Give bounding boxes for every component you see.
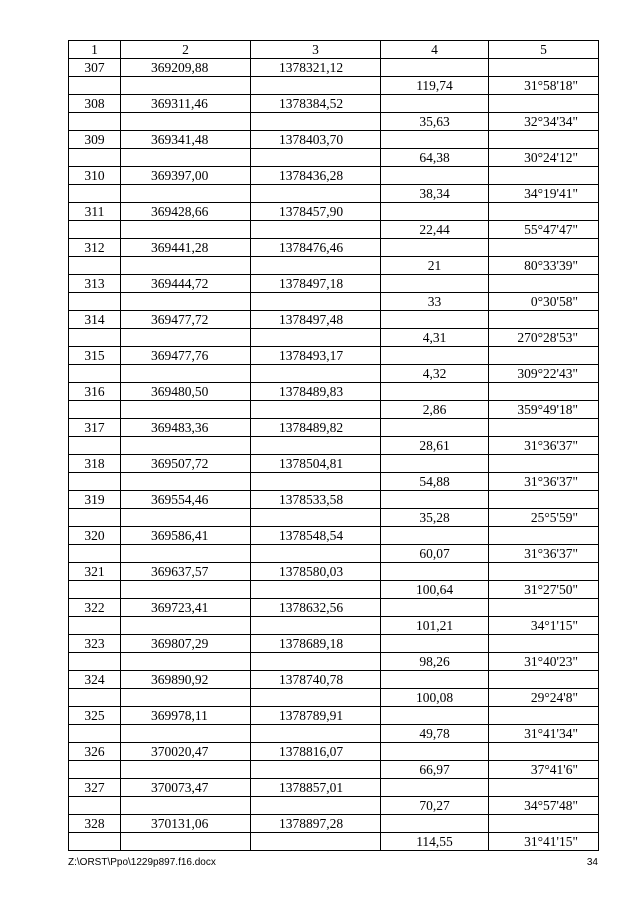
empty-cell [251,545,381,563]
point-row [69,635,599,653]
coord-y: 1378897,28 [251,815,381,833]
empty-cell [69,221,121,239]
empty-cell [381,239,489,257]
point-number: 317 [69,419,121,437]
empty-cell [381,599,489,617]
direction-angle: 34°57'48" [489,797,599,815]
segment-length: 35,28 [381,509,489,527]
empty-cell [251,185,381,203]
empty-cell [251,473,381,491]
point-row [69,599,599,617]
empty-cell [381,203,489,221]
empty-cell [69,653,121,671]
coord-x: 369428,66 [121,203,251,221]
point-number: 307 [69,59,121,77]
direction-angle: 30°24'12" [489,149,599,167]
empty-cell [381,383,489,401]
coord-y: 1378632,56 [251,599,381,617]
empty-cell [381,671,489,689]
coord-y: 1378321,12 [251,59,381,77]
empty-cell [69,437,121,455]
coord-x: 370020,47 [121,743,251,761]
direction-angle: 31°36'37" [489,545,599,563]
coord-y: 1378789,91 [251,707,381,725]
coord-y: 1378489,83 [251,383,381,401]
header-row [69,41,599,59]
segment-row [69,365,599,383]
segment-row [69,473,599,491]
coord-y: 1378816,07 [251,743,381,761]
direction-angle: 34°1'15" [489,617,599,635]
empty-cell [251,761,381,779]
empty-cell [489,599,599,617]
empty-cell [69,293,121,311]
segment-row [69,257,599,275]
point-row [69,527,599,545]
coord-y: 1378533,58 [251,491,381,509]
segment-length: 2,86 [381,401,489,419]
direction-angle: 31°36'37" [489,473,599,491]
empty-cell [251,329,381,347]
segment-length: 119,74 [381,77,489,95]
direction-angle: 309°22'43" [489,365,599,383]
empty-cell [251,257,381,275]
coord-x: 369477,76 [121,347,251,365]
coord-x: 369480,50 [121,383,251,401]
empty-cell [69,725,121,743]
empty-cell [251,437,381,455]
direction-angle: 25°5'59" [489,509,599,527]
coord-x: 369477,72 [121,311,251,329]
coord-x: 369311,46 [121,95,251,113]
coord-x: 370131,06 [121,815,251,833]
empty-cell [489,707,599,725]
point-number: 327 [69,779,121,797]
empty-cell [489,131,599,149]
empty-cell [381,311,489,329]
point-number: 320 [69,527,121,545]
segment-length: 4,31 [381,329,489,347]
coord-x: 369341,48 [121,131,251,149]
segment-row [69,185,599,203]
empty-cell [69,257,121,275]
direction-angle: 31°36'37" [489,437,599,455]
empty-cell [489,203,599,221]
segment-row [69,437,599,455]
empty-cell [121,293,251,311]
direction-angle: 31°41'15" [489,833,599,851]
empty-cell [69,329,121,347]
direction-angle: 359°49'18" [489,401,599,419]
segment-length: 33 [381,293,489,311]
empty-cell [489,383,599,401]
coord-y: 1378457,90 [251,203,381,221]
empty-cell [381,167,489,185]
coord-x: 369586,41 [121,527,251,545]
segment-length: 21 [381,257,489,275]
direction-angle: 31°41'34" [489,725,599,743]
segment-row [69,581,599,599]
empty-cell [251,77,381,95]
coord-y: 1378689,18 [251,635,381,653]
direction-angle: 31°58'18" [489,77,599,95]
segment-row [69,689,599,707]
empty-cell [69,797,121,815]
empty-cell [121,509,251,527]
empty-cell [489,347,599,365]
empty-cell [121,77,251,95]
empty-cell [489,419,599,437]
coord-x: 369978,11 [121,707,251,725]
empty-cell [489,491,599,509]
empty-cell [69,149,121,167]
point-number: 309 [69,131,121,149]
segment-row [69,293,599,311]
point-row [69,563,599,581]
empty-cell [251,617,381,635]
segment-row [69,617,599,635]
empty-cell [489,779,599,797]
empty-cell [489,59,599,77]
empty-cell [69,185,121,203]
empty-cell [251,221,381,239]
empty-cell [121,797,251,815]
point-number: 311 [69,203,121,221]
coordinates-table [68,40,599,851]
empty-cell [489,95,599,113]
empty-cell [69,509,121,527]
point-number: 323 [69,635,121,653]
empty-cell [489,275,599,293]
empty-cell [69,77,121,95]
empty-cell [381,707,489,725]
empty-cell [121,221,251,239]
column-header-2: 2 [121,41,251,59]
empty-cell [381,491,489,509]
segment-length: 114,55 [381,833,489,851]
table-body [69,59,599,851]
direction-angle: 32°34'34" [489,113,599,131]
coord-x: 369890,92 [121,671,251,689]
empty-cell [121,437,251,455]
empty-cell [381,779,489,797]
point-row [69,779,599,797]
column-header-4: 4 [381,41,489,59]
segment-row [69,725,599,743]
empty-cell [381,743,489,761]
coord-y: 1378740,78 [251,671,381,689]
empty-cell [381,59,489,77]
empty-cell [251,293,381,311]
coord-y: 1378548,54 [251,527,381,545]
empty-cell [381,95,489,113]
point-number: 324 [69,671,121,689]
empty-cell [489,671,599,689]
coord-y: 1378580,03 [251,563,381,581]
empty-cell [69,761,121,779]
empty-cell [121,545,251,563]
empty-cell [251,581,381,599]
direction-angle: 270°28'53" [489,329,599,347]
segment-length: 98,26 [381,653,489,671]
footer-file-path: Z:\ORST\Ppo\1229p897.f16.docx [68,857,216,868]
coord-x: 369441,28 [121,239,251,257]
column-header-5: 5 [489,41,599,59]
point-number: 316 [69,383,121,401]
point-row [69,455,599,473]
empty-cell [381,563,489,581]
direction-angle: 31°27'50" [489,581,599,599]
empty-cell [121,833,251,851]
coord-x: 369554,46 [121,491,251,509]
direction-angle: 34°19'41" [489,185,599,203]
empty-cell [251,725,381,743]
empty-cell [251,365,381,383]
empty-cell [251,797,381,815]
segment-row [69,509,599,527]
segment-length: 54,88 [381,473,489,491]
coord-y: 1378493,17 [251,347,381,365]
point-row [69,95,599,113]
empty-cell [489,455,599,473]
empty-cell [489,635,599,653]
empty-cell [121,725,251,743]
point-number: 310 [69,167,121,185]
direction-angle: 80°33'39" [489,257,599,275]
empty-cell [121,761,251,779]
empty-cell [69,113,121,131]
coord-x: 369723,41 [121,599,251,617]
empty-cell [121,617,251,635]
empty-cell [381,635,489,653]
empty-cell [251,689,381,707]
segment-row [69,401,599,419]
empty-cell [251,653,381,671]
segment-length: 28,61 [381,437,489,455]
empty-cell [489,167,599,185]
segment-length: 60,07 [381,545,489,563]
point-number: 313 [69,275,121,293]
point-row [69,59,599,77]
empty-cell [121,185,251,203]
point-number: 318 [69,455,121,473]
empty-cell [489,311,599,329]
point-row [69,671,599,689]
empty-cell [381,815,489,833]
point-row [69,131,599,149]
segment-length: 49,78 [381,725,489,743]
empty-cell [381,419,489,437]
point-row [69,419,599,437]
empty-cell [251,401,381,419]
segment-length: 4,32 [381,365,489,383]
segment-row [69,545,599,563]
empty-cell [381,347,489,365]
empty-cell [251,149,381,167]
coord-x: 369209,88 [121,59,251,77]
segment-length: 38,34 [381,185,489,203]
empty-cell [121,257,251,275]
point-number: 308 [69,95,121,113]
segment-row [69,653,599,671]
point-row [69,743,599,761]
empty-cell [121,689,251,707]
empty-cell [121,473,251,491]
direction-angle: 31°40'23" [489,653,599,671]
segment-length: 101,21 [381,617,489,635]
point-row [69,275,599,293]
empty-cell [69,617,121,635]
coord-x: 369507,72 [121,455,251,473]
empty-cell [121,581,251,599]
point-number: 312 [69,239,121,257]
point-row [69,311,599,329]
empty-cell [69,365,121,383]
coord-y: 1378497,48 [251,311,381,329]
point-number: 315 [69,347,121,365]
point-number: 321 [69,563,121,581]
empty-cell [381,131,489,149]
empty-cell [69,545,121,563]
coord-y: 1378504,81 [251,455,381,473]
segment-length: 100,08 [381,689,489,707]
empty-cell [121,401,251,419]
coord-x: 369483,36 [121,419,251,437]
coord-y: 1378436,28 [251,167,381,185]
point-number: 326 [69,743,121,761]
empty-cell [69,689,121,707]
empty-cell [489,743,599,761]
coord-y: 1378384,52 [251,95,381,113]
direction-angle: 55°47'47" [489,221,599,239]
point-row [69,383,599,401]
segment-row [69,797,599,815]
coord-y: 1378497,18 [251,275,381,293]
empty-cell [121,149,251,167]
coord-x: 369444,72 [121,275,251,293]
empty-cell [251,113,381,131]
empty-cell [121,365,251,383]
point-row [69,815,599,833]
segment-row [69,221,599,239]
point-number: 325 [69,707,121,725]
empty-cell [251,509,381,527]
empty-cell [251,833,381,851]
coord-y: 1378476,46 [251,239,381,257]
empty-cell [489,527,599,545]
empty-cell [69,581,121,599]
point-row [69,491,599,509]
empty-cell [69,473,121,491]
segment-row [69,113,599,131]
empty-cell [381,527,489,545]
point-row [69,203,599,221]
point-row [69,707,599,725]
direction-angle: 29°24'8" [489,689,599,707]
empty-cell [489,815,599,833]
segment-length: 100,64 [381,581,489,599]
coord-x: 369807,29 [121,635,251,653]
coord-x: 369397,00 [121,167,251,185]
point-number: 319 [69,491,121,509]
empty-cell [381,275,489,293]
point-row [69,347,599,365]
page-number: 34 [586,857,598,868]
segment-length: 35,63 [381,113,489,131]
segment-length: 66,97 [381,761,489,779]
empty-cell [69,401,121,419]
empty-cell [489,563,599,581]
segment-length: 22,44 [381,221,489,239]
segment-row [69,77,599,95]
segment-length: 64,38 [381,149,489,167]
empty-cell [121,329,251,347]
point-number: 322 [69,599,121,617]
coord-y: 1378403,70 [251,131,381,149]
segment-row [69,329,599,347]
direction-angle: 0°30'58" [489,293,599,311]
empty-cell [489,239,599,257]
point-number: 314 [69,311,121,329]
segment-row [69,833,599,851]
empty-cell [381,455,489,473]
empty-cell [121,113,251,131]
column-header-3: 3 [251,41,381,59]
segment-length: 70,27 [381,797,489,815]
coord-y: 1378489,82 [251,419,381,437]
point-row [69,239,599,257]
coord-y: 1378857,01 [251,779,381,797]
direction-angle: 37°41'6" [489,761,599,779]
coord-x: 369637,57 [121,563,251,581]
point-row [69,167,599,185]
segment-row [69,149,599,167]
column-header-1: 1 [69,41,121,59]
empty-cell [121,653,251,671]
empty-cell [69,833,121,851]
point-number: 328 [69,815,121,833]
segment-row [69,761,599,779]
coord-x: 370073,47 [121,779,251,797]
